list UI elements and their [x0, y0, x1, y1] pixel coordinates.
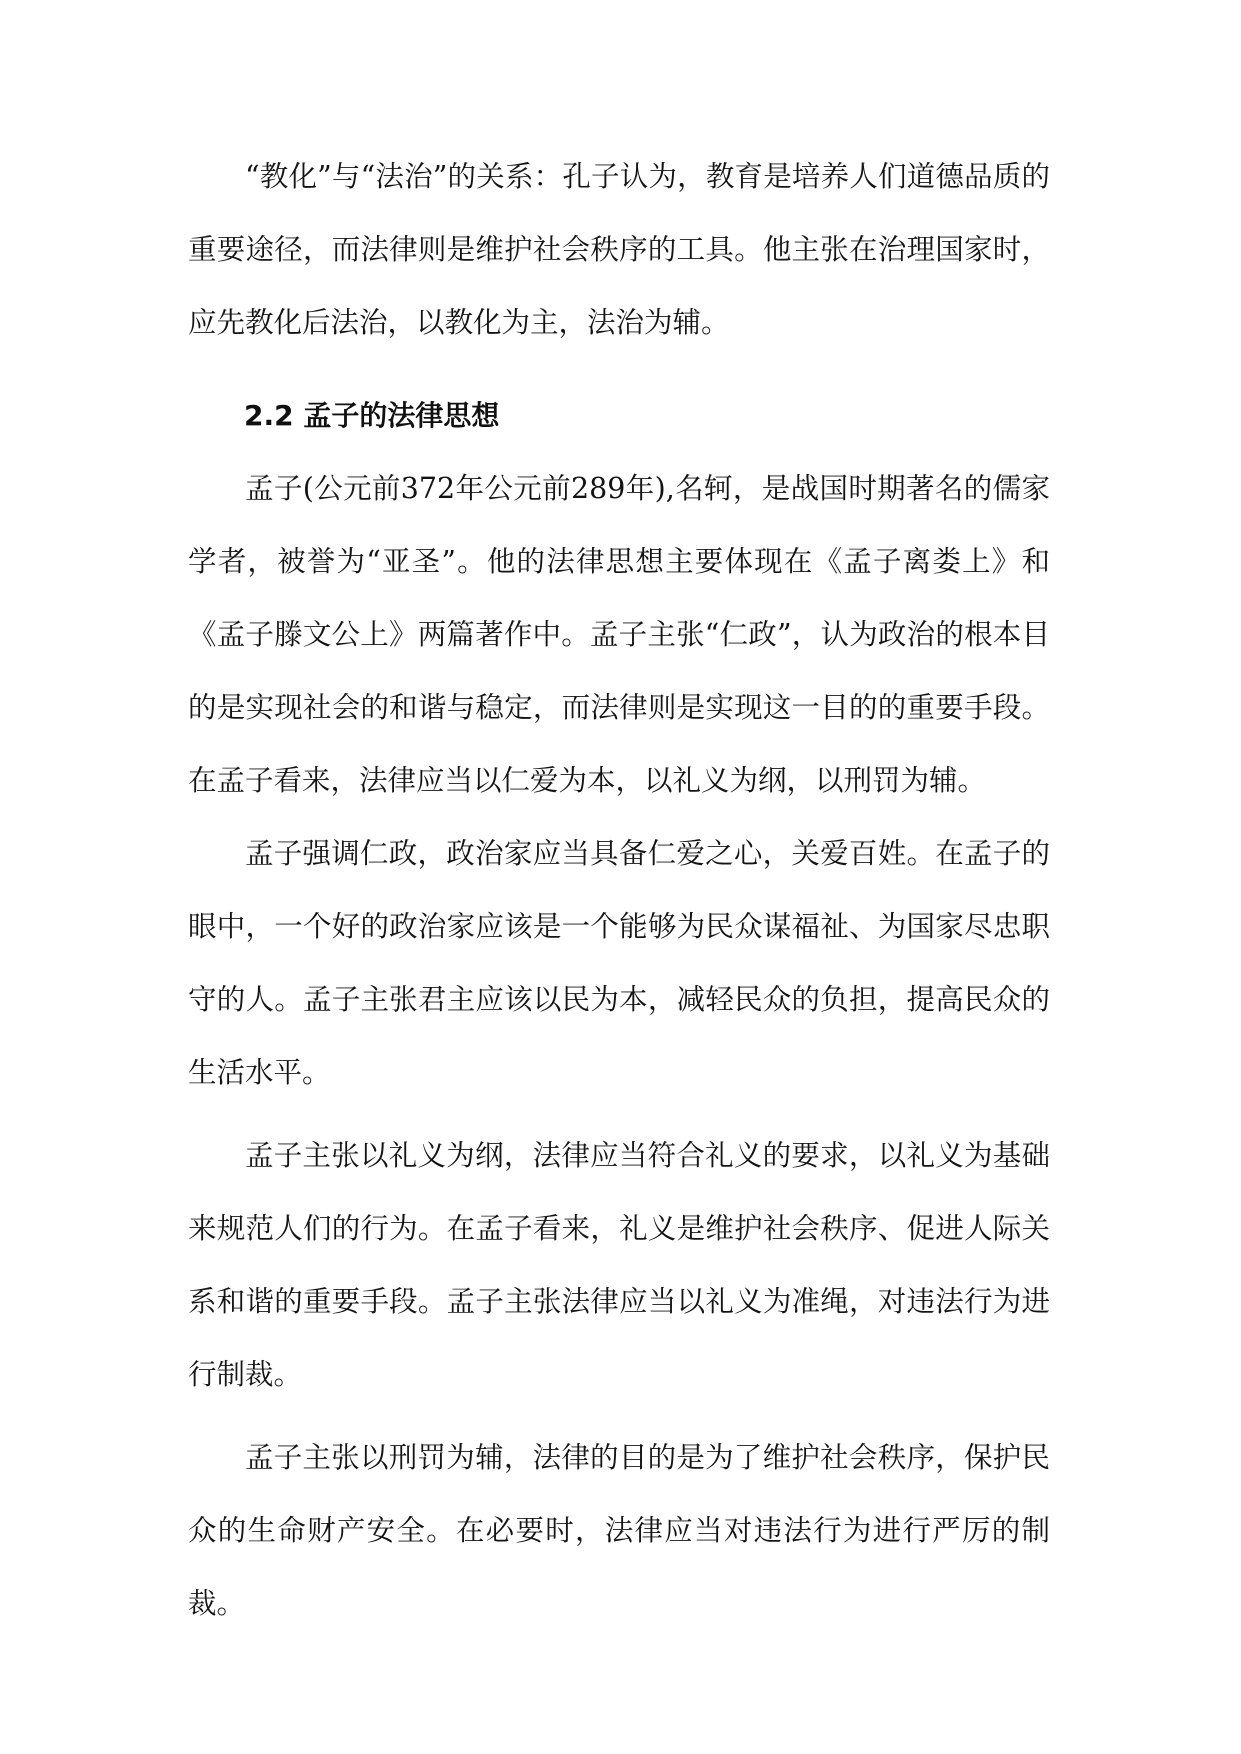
document-body: [188, 140, 1050, 1640]
paragraph-education-and-law: “教化”与“法治”的关系：孔子认为，教育是培养人们道德品质的重要途径，而法律则是维护社会秩序的工具。他主张在治理国家时，应先教化后法治，以教化为主，法治为辅。: [188, 160, 1050, 339]
paragraph-punishment-auxiliary: 孟子主张以刑罚为辅，法律的目的是为了维护社会秩序，保护民众的生命财产安全。在必要时，法律应当对违法行为进行严厉的制裁。: [188, 1441, 1050, 1620]
paragraph-ritual-righteousness: 孟子主张以礼义为纲，法律应当符合礼义的要求，以礼义为基础来规范人们的行为。在孟子看来，礼义是维护社会秩序、促进人际关系和谐的重要手段。孟子主张法律应当以礼义为准绳，对违法行为进行制裁。: [188, 1139, 1050, 1391]
spacer: [188, 1109, 1050, 1119]
spacer: [188, 359, 1050, 379]
paragraph-benevolent-governance: 孟子强调仁政，政治家应当具备仁爱之心，关爱百姓。在孟子的眼中，一个好的政治家应该是一个能够为民众谋福祉、为国家尽忠职守的人。孟子主张君主应该以民为本，减轻民众的负担，提高民众的生活水平。: [188, 837, 1050, 1089]
paragraph-mencius-intro: 孟子(公元前372年公元前289年),名轲，是战国时期著名的儒家学者，被誉为“亚圣”。他的法律思想主要体现在《孟子离娄上》和《孟子滕文公上》两篇著作中。孟子主张“仁政”，认为政治的根本目的是实现社会的和谐与稳定，而法律则是实现这一目的的重要手段。在孟子看来，法律应当以仁爱为本，以礼义为纲，以刑罚为辅。: [188, 472, 1050, 797]
section-heading: 2.2 孟子的法律思想: [244, 399, 500, 432]
spacer: [188, 1411, 1050, 1421]
